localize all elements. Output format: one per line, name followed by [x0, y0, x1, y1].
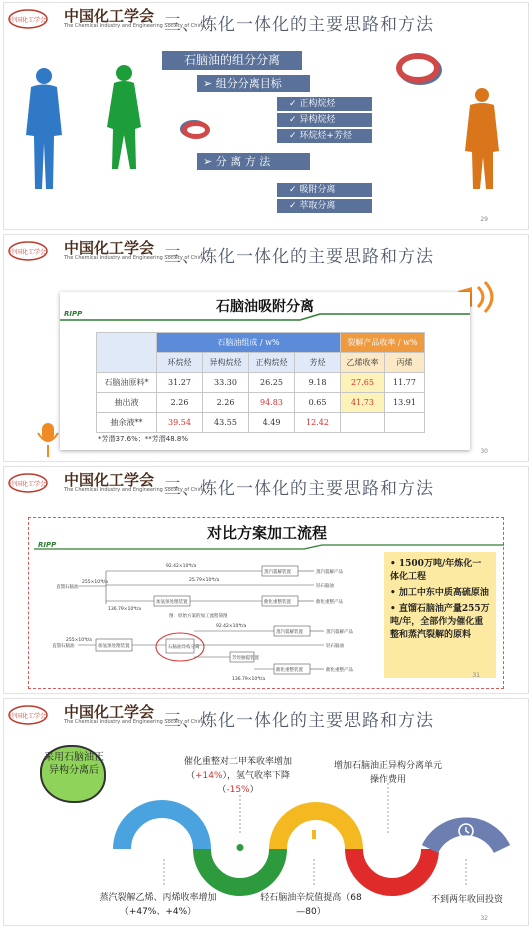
- col-header: 芳烃: [295, 353, 341, 373]
- cell: 94.83: [249, 393, 295, 413]
- svg-text:加氢预处理装置: 加氢预处理装置: [98, 644, 130, 649]
- row-label: 抽出液: [97, 393, 157, 413]
- svg-text:中国化工学会: 中国化工学会: [9, 249, 47, 256]
- cloud-upload-icon: [305, 824, 323, 839]
- svg-text:轻石脑油: 轻石脑油: [326, 644, 344, 649]
- payback-note: 不到两年收回投资: [430, 895, 503, 905]
- svg-text:蒸汽裂解产品: 蒸汽裂解产品: [326, 630, 353, 635]
- card-title: 石脑油吸附分离: [216, 299, 314, 315]
- svg-text:136.79×10⁴t/a: 136.79×10⁴t/a: [232, 677, 266, 682]
- cell: 39.54: [157, 413, 203, 433]
- svg-text:92.42×10⁴t/a: 92.42×10⁴t/a: [166, 564, 197, 569]
- benefit-octane: 轻石脑油辛烷值提高（68—80）: [260, 893, 362, 917]
- table-footnote: *芳潜37.6%；**芳潜48.8%: [98, 435, 188, 443]
- page-number: 29: [480, 216, 488, 223]
- col-header: 正构烷烃: [249, 353, 295, 373]
- cell: [341, 413, 385, 433]
- wave-segment-red: [354, 849, 430, 887]
- svg-text:蒸汽裂解装置: 蒸汽裂解装置: [264, 570, 291, 575]
- cell: 12.42: [295, 413, 341, 433]
- cell: 13.91: [385, 393, 425, 413]
- table-row: [97, 413, 425, 433]
- col-header: 乙烯收率: [341, 353, 385, 373]
- svg-text:255×10⁴t/a: 255×10⁴t/a: [66, 638, 92, 643]
- page-number: 30: [480, 448, 488, 455]
- cell: 4.49: [249, 413, 295, 433]
- camera-icon: [230, 841, 250, 854]
- svg-text:催化重整装置: 催化重整装置: [264, 600, 291, 605]
- slide-title: 石脑油的组分分离: [162, 51, 302, 70]
- wave-segment-blue: [122, 809, 202, 849]
- col-header: 丙烯: [385, 353, 425, 373]
- slide-30: [3, 234, 529, 462]
- col-header: 环烷烃: [157, 353, 203, 373]
- composition-table: [96, 332, 425, 433]
- microphone-icon: [38, 423, 58, 457]
- bullet-item: • 直馏石脑油产量255万吨/年，全部作为催化重整和蒸汽裂解的原料: [390, 604, 490, 640]
- org-name-en: The Chemical Industry and Engineering Society of China: [64, 255, 206, 261]
- benefit-reforming: 催化重整对二甲苯收率增加（+14%），氢气收率下降（-15%）: [183, 757, 292, 795]
- row-label: 石脑油原料*: [97, 373, 157, 393]
- callout-text: 采用石脑油正异构分离后: [44, 752, 104, 776]
- target-item: ✓ 异构烷烃: [277, 113, 372, 127]
- decorative-ring-small: [182, 121, 210, 139]
- org-name-cn: 中国化工学会: [64, 471, 155, 489]
- svg-text:加氢预处理装置: 加氢预处理装置: [156, 600, 188, 605]
- section-title: 三、炼化一体化的主要思路和方法: [164, 247, 434, 267]
- target-item: ✓ 环烷烃+芳烃: [277, 129, 372, 143]
- group-header-composition: 石脑油组成 / w%: [157, 333, 341, 353]
- svg-text:255×10⁴t/a: 255×10⁴t/a: [82, 580, 108, 585]
- benefit-cracking: 蒸汽裂解乙烯、丙烯收率增加（+47%、+4%）: [99, 893, 217, 917]
- method-item: ✓ 萃取分离: [277, 199, 372, 213]
- svg-text:25.79×10⁴t/a: 25.79×10⁴t/a: [189, 578, 220, 583]
- wave-segment-green: [202, 849, 278, 887]
- svg-text:蒸汽裂解装置: 蒸汽裂解装置: [276, 630, 303, 635]
- man-orange-icon: [465, 88, 499, 189]
- people-silhouettes: [4, 3, 529, 230]
- svg-text:石脑油异构分离: 石脑油异构分离: [168, 645, 200, 650]
- cell: 31.27: [157, 373, 203, 393]
- group-header-yield: 裂解产品收率 / w%: [341, 333, 425, 353]
- decorative-ring: [396, 53, 440, 83]
- woman-green-icon: [107, 65, 141, 169]
- cell: 26.25: [249, 373, 295, 393]
- method-item: ✓ 吸附分离: [277, 183, 372, 197]
- cell: 27.65: [341, 373, 385, 393]
- section-title: 三、炼化一体化的主要思路和方法: [164, 711, 434, 731]
- org-name-cn: 中国化工学会: [64, 7, 155, 25]
- svg-text:92.42×10⁴t/a: 92.42×10⁴t/a: [216, 624, 247, 629]
- section-title: 三、炼化一体化的主要思路和方法: [164, 15, 434, 35]
- table-corner: [97, 333, 157, 373]
- slide-29: [3, 2, 529, 230]
- ripp-label: RIPP: [38, 541, 57, 549]
- svg-text:直馏石脑油: 直馏石脑油: [56, 585, 79, 590]
- cell: 2.26: [157, 393, 203, 413]
- org-name-en: The Chemical Industry and Engineering Society of China: [64, 23, 206, 29]
- svg-text:直馏石脑油: 直馏石脑油: [52, 644, 75, 649]
- data-card: [60, 292, 470, 450]
- table-row: [97, 373, 425, 393]
- target-item: ✓ 正构烷烃: [277, 97, 372, 111]
- svg-text:中国化工学会: 中国化工学会: [9, 481, 47, 488]
- svg-text:中国化工学会: 中国化工学会: [9, 713, 47, 720]
- org-name-cn: 中国化工学会: [64, 239, 155, 257]
- section-title: 三、炼化一体化的主要思路和方法: [164, 479, 434, 499]
- row-label: 抽余液**: [97, 413, 157, 433]
- page-number: 31: [472, 672, 480, 679]
- svg-text:催化重整装置: 催化重整装置: [276, 668, 303, 673]
- svg-text:图：原始方案的加工流程简图: 图：原始方案的加工流程简图: [169, 614, 228, 619]
- cell: 2.26: [203, 393, 249, 413]
- svg-text:蒸汽裂解产品: 蒸汽裂解产品: [316, 570, 343, 575]
- org-name-cn: 中国化工学会: [64, 703, 155, 721]
- table-header-row: [97, 333, 425, 353]
- svg-text:催化重整产品: 催化重整产品: [326, 668, 353, 673]
- cell: 11.77: [385, 373, 425, 393]
- table-row: [97, 393, 425, 413]
- bullet-item: • 加工中东中质高硫原油: [390, 588, 489, 598]
- cost-increase-note: 增加石脑油正异构分离单元操作费用: [333, 761, 442, 785]
- cell: [385, 413, 425, 433]
- org-name-en: The Chemical Industry and Engineering Society of China: [64, 487, 206, 493]
- key-facts-box: [384, 552, 496, 678]
- gear-icon: [383, 842, 397, 856]
- pencil-icon: [155, 825, 170, 839]
- col-header: 异构烷烃: [203, 353, 249, 373]
- svg-text:中国化工学会: 中国化工学会: [9, 17, 47, 24]
- man-blue-icon: [26, 68, 62, 189]
- svg-text:136.79×10⁴t/a: 136.79×10⁴t/a: [108, 607, 142, 612]
- cell: 41.73: [341, 393, 385, 413]
- page-number: 32: [480, 915, 488, 922]
- org-name-en: The Chemical Industry and Engineering Society of China: [64, 719, 206, 725]
- svg-text:催化重整产品: 催化重整产品: [316, 600, 343, 605]
- bullet-item: • 1500万吨/年炼化一体化工程: [390, 559, 482, 582]
- slide-32: [3, 698, 529, 926]
- subheading-methods: ➢ 分 离 方 法: [197, 153, 310, 170]
- ripp-band: [60, 292, 470, 322]
- cell: 33.30: [203, 373, 249, 393]
- cell: 43.55: [203, 413, 249, 433]
- svg-text:轻石脑油: 轻石脑油: [316, 584, 334, 589]
- slide-title: 对比方案加工流程: [206, 524, 327, 542]
- svg-text:芳烃抽提装置: 芳烃抽提装置: [232, 656, 259, 661]
- cell: 9.18: [295, 373, 341, 393]
- subheading-targets: ➢ 组分分离目标: [197, 75, 310, 92]
- ripp-label: RIPP: [64, 310, 83, 318]
- slide-31: [3, 466, 529, 694]
- cell: 0.65: [295, 393, 341, 413]
